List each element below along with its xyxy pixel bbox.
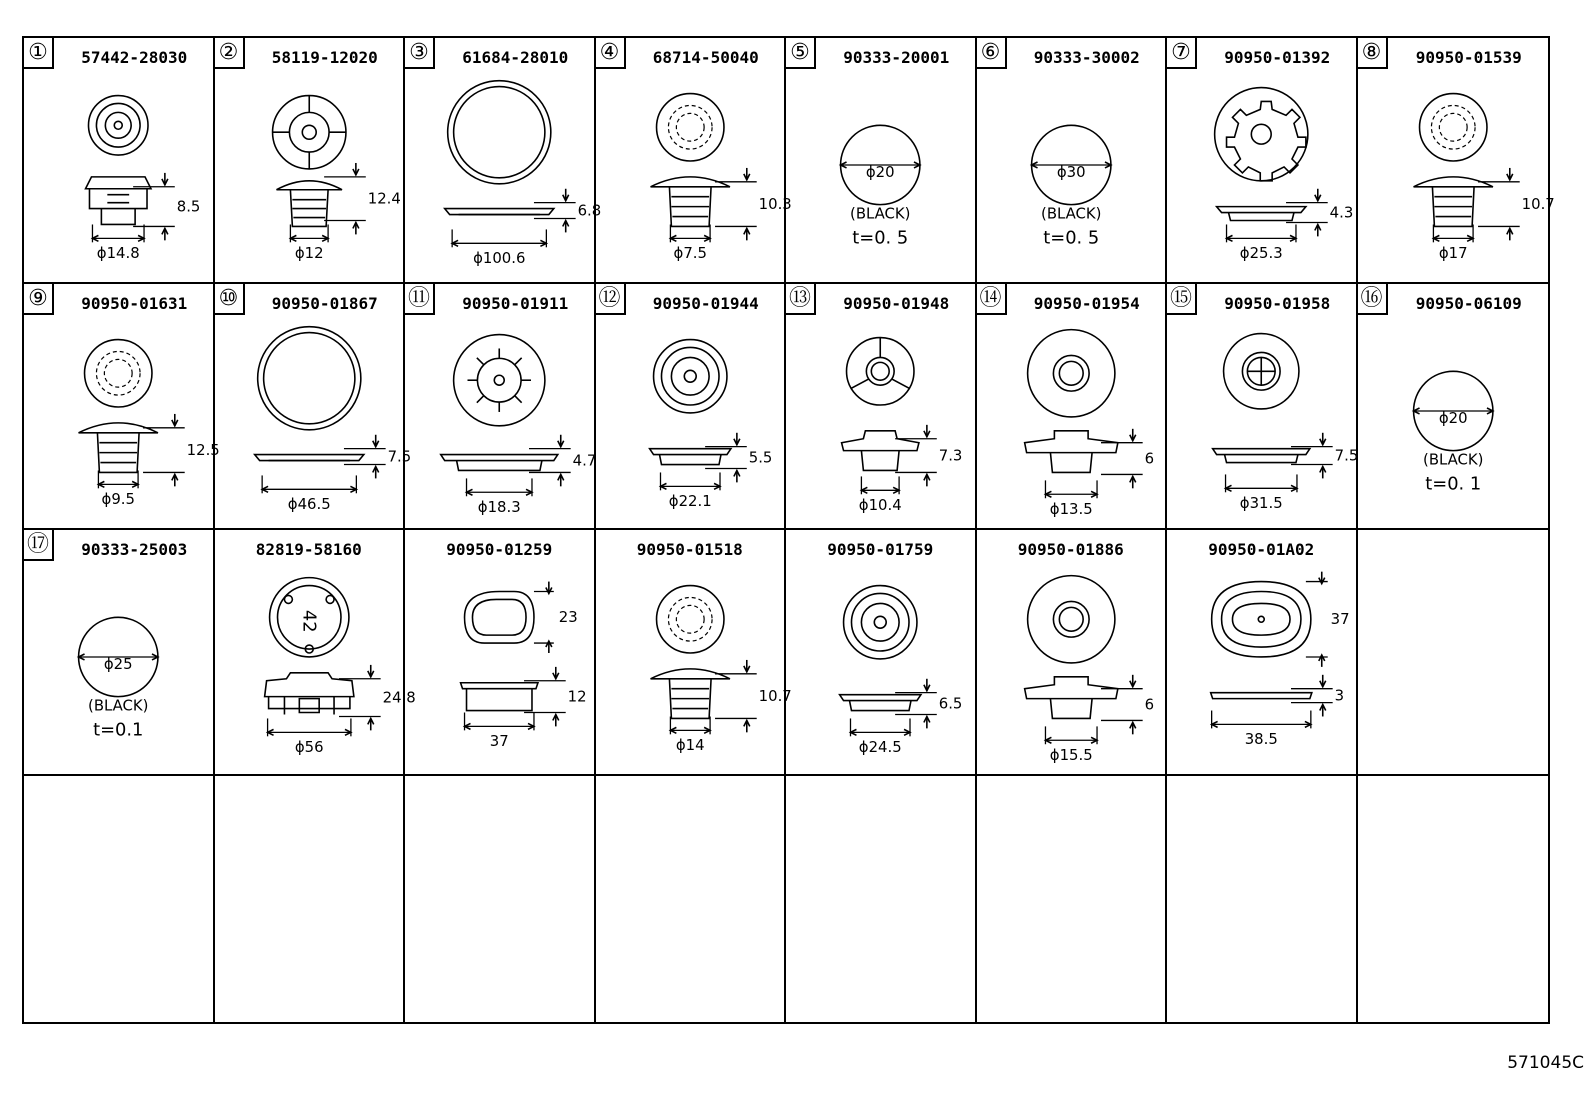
outline-circle [671,357,709,395]
empty-cell [405,776,596,1022]
dimension-label: 37 [1330,610,1350,629]
part-drawing [405,284,597,528]
profile-outline [1222,591,1301,647]
item-number: ⑭ [977,284,1007,315]
part-cell [786,530,977,776]
dimension-label: 10.3 [758,195,792,214]
part-drawing [215,38,404,282]
profile-outline [461,683,538,689]
part-cell [215,284,411,530]
item-number: ③ [405,38,435,69]
dimension-label: ϕ56 [294,738,324,757]
profile-outline [1225,455,1298,463]
dimension-label: 5.5 [748,448,772,467]
outline-circle [1431,105,1475,149]
profile-outline [1050,699,1092,719]
dimension-label: 37 [489,732,509,751]
profile-outline [1211,693,1312,699]
part-number: 90950-01911 [462,294,569,313]
item-number: ⑧ [1358,38,1388,69]
profile-outline [515,396,522,403]
dimension-label: 4.7 [572,451,597,470]
outline-circle [1027,576,1114,663]
outline-circle [448,81,551,184]
empty-cell [1358,776,1549,1022]
outline-circle [302,125,316,139]
part-cell [24,284,220,530]
part-drawing [977,530,1166,774]
empty-cell [1167,776,1358,1022]
part-drawing [1358,284,1549,528]
dimension-label: ϕ25 [103,654,133,673]
item-number: ⑨ [24,284,54,315]
empty-cell [215,776,406,1022]
dimension-label: 12 [567,687,587,706]
profile-outline [649,449,730,455]
profile-outline [1229,213,1294,221]
part-number: 90333-20001 [843,48,950,67]
part-cell [977,530,1168,776]
empty-cell [977,776,1168,1022]
dimension-label: ϕ14 [675,736,705,755]
outline-circle [263,333,354,424]
empty-cell [24,776,215,1022]
dimension-label: (BLACK) [1422,450,1483,469]
dimension-label: ϕ18.3 [477,498,521,517]
profile-outline [1212,582,1311,657]
dimension-label: (BLACK) [88,696,149,715]
empty-cell [596,776,787,1022]
part-cell [596,284,787,530]
profile-outline [850,701,911,711]
outline-circle [684,370,696,382]
outline-circle [661,347,719,405]
part-cell [405,530,596,776]
part-cell [1167,284,1358,530]
dimension-label: 6 [1144,449,1154,468]
outline-circle [871,362,889,380]
outline-circle [676,605,704,633]
part-number: 57442-28030 [81,48,188,67]
profile-outline [276,181,341,190]
outline-circle [851,593,909,651]
part-drawing [596,530,792,774]
part-drawing [405,38,602,282]
outline-circle [656,94,723,161]
outline-circle [668,105,712,149]
dimension-label: t=0. 5 [852,227,909,249]
profile-outline [1434,197,1472,217]
part-drawing [1167,284,1359,528]
profile-outline [671,197,709,217]
outline-circle [676,113,704,141]
part-number: 90950-01518 [636,540,743,559]
item-number: ⑮ [1167,284,1197,315]
part-cell [786,284,977,530]
part-cell [215,530,416,776]
outline-circle [454,87,545,178]
part-cell [405,38,602,284]
item-number: ⑦ [1167,38,1197,69]
part-number: 90950-01944 [652,294,759,313]
part-number: 82819-58160 [255,540,362,559]
part-number: 90950-01759 [827,540,934,559]
dimension-label: 23 [558,608,578,627]
dimension-label: t=0.1 [93,719,144,741]
outline-circle [1059,607,1083,631]
part-cell [215,38,406,284]
dimension-label: ϕ20 [865,162,895,181]
part-number: 68714-50040 [652,48,759,67]
dimension-label: ϕ46.5 [287,495,331,514]
dimension-label: 4.3 [1329,203,1354,222]
dimension-label: t=0. 1 [1424,473,1481,495]
outline-circle [656,586,723,653]
part-drawing [786,284,975,528]
part-number: 90333-30002 [1033,48,1140,67]
profile-outline [842,431,919,451]
part-drawing [24,284,220,528]
dimension-label: 6.8 [577,201,602,220]
dimension-label: ϕ14.8 [96,244,140,263]
profile-outline [254,455,363,461]
outline-circle [96,351,140,395]
dimension-label: (BLACK) [850,204,911,223]
item-number: ⑩ [215,284,245,315]
part-cell [24,38,215,284]
outline-circle [1059,361,1083,385]
dimension-label: ϕ31.5 [1239,494,1283,513]
item-number: ⑰ [24,530,54,561]
part-cell [24,530,215,776]
part-number: 61684-28010 [462,48,569,67]
item-number: ② [215,38,245,69]
dimension-label: 38.5 [1244,730,1278,749]
dimension-label: 7.5 [387,447,411,466]
part-drawing [1358,38,1555,282]
outline-circle [653,340,726,413]
outline-circle [96,103,140,147]
dimension-label: ϕ15.5 [1049,746,1093,765]
part-number: 90950-01867 [271,294,378,313]
part-drawing [1167,530,1356,774]
outline-circle [861,603,899,641]
empty-cell [1358,530,1549,776]
dimension-label: ϕ10.4 [858,496,902,515]
dimension-label: ϕ100.6 [473,249,526,268]
dimension-label: ϕ9.5 [101,490,135,509]
outline-circle [257,327,360,430]
profile-outline [472,599,526,635]
part-cell [1167,38,1358,284]
profile-outline [292,200,326,218]
part-drawing [786,530,975,774]
dimension-label: 10.7 [1521,195,1555,214]
outline-circle [874,616,886,628]
dimension-label: ϕ12 [294,244,324,263]
label-mark: 42 [297,609,319,633]
profile-outline [861,451,899,471]
profile-outline [457,461,542,471]
part-drawing [596,284,785,528]
profile-outline [107,195,129,203]
dimension-label: ϕ30 [1056,162,1086,181]
part-cell [1358,284,1549,530]
part-drawing [977,38,1166,282]
dimension-label: ϕ17 [1438,244,1468,263]
profile-outline [1024,677,1117,699]
profile-outline [1232,603,1290,635]
outline-circle [85,340,152,407]
empty-cell [786,776,977,1022]
outline-circle [114,121,122,129]
parts-grid [22,36,1555,1024]
part-number: 90950-01259 [446,540,553,559]
part-number: 90950-01392 [1224,48,1331,67]
part-drawing [596,38,792,282]
dimension-label: 24.8 [382,688,416,707]
dimension-label: ϕ24.5 [858,738,902,757]
part-drawing [977,284,1166,528]
outline-circle [844,586,917,659]
part-number: 90950-01631 [81,294,188,313]
dimension-label: t=0. 5 [1042,227,1099,249]
profile-outline [659,455,720,465]
profile-outline [101,209,135,225]
outline-circle [88,96,148,156]
profile-outline [477,358,484,365]
profile-outline [671,689,709,709]
item-number: ① [24,38,54,69]
profile-outline [445,209,554,215]
outline-circle [1419,94,1486,161]
profile-outline [1217,207,1306,213]
outline-circle [1251,124,1271,144]
part-number: 90950-01954 [1033,294,1140,313]
outline-circle [1027,330,1114,417]
part-number: 90950-01948 [843,294,950,313]
dimension-label: 8.5 [176,197,201,216]
profile-outline [477,396,484,403]
part-number: 90950-01539 [1415,48,1522,67]
part-cell [596,38,792,284]
part-number: 90333-25003 [81,540,188,559]
outline-circle [1258,616,1264,622]
part-cell [786,38,977,284]
dimension-label: ϕ20 [1438,408,1468,427]
item-number: ⑯ [1358,284,1388,315]
outline-circle [1439,113,1467,141]
part-number: 90950-01A02 [1208,540,1315,559]
part-drawing [405,530,594,774]
part-cell [977,38,1168,284]
outline-circle [104,359,132,387]
profile-outline [1213,449,1310,455]
part-cell [1167,530,1358,776]
part-number: 58119-12020 [271,48,378,67]
outline-circle [477,358,521,402]
profile-outline [467,689,532,711]
profile-outline [1024,431,1117,453]
part-drawing [786,38,975,282]
dimension-label: 6 [1144,695,1154,714]
part-cell [596,530,792,776]
part-drawing [1167,38,1356,282]
dimension-label: ϕ7.5 [673,244,707,263]
part-cell [1358,38,1555,284]
outline-circle [494,375,504,385]
diagram-id: 571045C [1507,1053,1584,1073]
profile-outline [840,695,921,701]
outline-circle [105,112,131,138]
dimension-label: 7.3 [938,446,963,465]
item-number: ⑥ [977,38,1007,69]
part-drawing [215,284,411,528]
part-drawing [24,530,213,774]
dimension-label: 7.5 [1334,446,1359,465]
profile-outline [99,443,137,463]
dimension-label: 12.4 [367,189,401,208]
outline-circle [326,595,334,603]
dimension-label: ϕ25.3 [1239,244,1283,263]
dimension-label: ϕ13.5 [1049,500,1093,519]
profile-outline [441,455,558,461]
profile-outline [515,358,522,365]
outline-circle [289,112,329,152]
outline-circle [668,597,712,641]
profile-outline [284,697,334,715]
item-number: ④ [596,38,626,69]
item-number: ⑬ [786,284,816,315]
dimension-label: ϕ22.1 [668,492,712,511]
part-cell [977,284,1168,530]
part-cell [405,284,596,530]
part-drawing [24,38,213,282]
part-drawing [215,530,416,774]
dimension-label: 6.5 [938,694,963,713]
part-number: 90950-01886 [1017,540,1124,559]
outline-circle [454,335,545,426]
profile-outline [1050,453,1092,473]
part-number: 90950-01958 [1224,294,1331,313]
dimension-label: 10.7 [758,687,792,706]
item-number: ⑤ [786,38,816,69]
part-number: 90950-06109 [1415,294,1522,313]
item-number: ⑫ [596,284,626,315]
item-number: ⑪ [405,284,435,315]
profile-outline [1227,101,1306,180]
profile-outline [264,673,353,697]
outline-circle [284,595,292,603]
dimension-label: 12.5 [186,441,220,460]
dimension-label: (BLACK) [1040,204,1101,223]
profile-outline [89,189,147,209]
dimension-label: 3 [1334,686,1345,705]
